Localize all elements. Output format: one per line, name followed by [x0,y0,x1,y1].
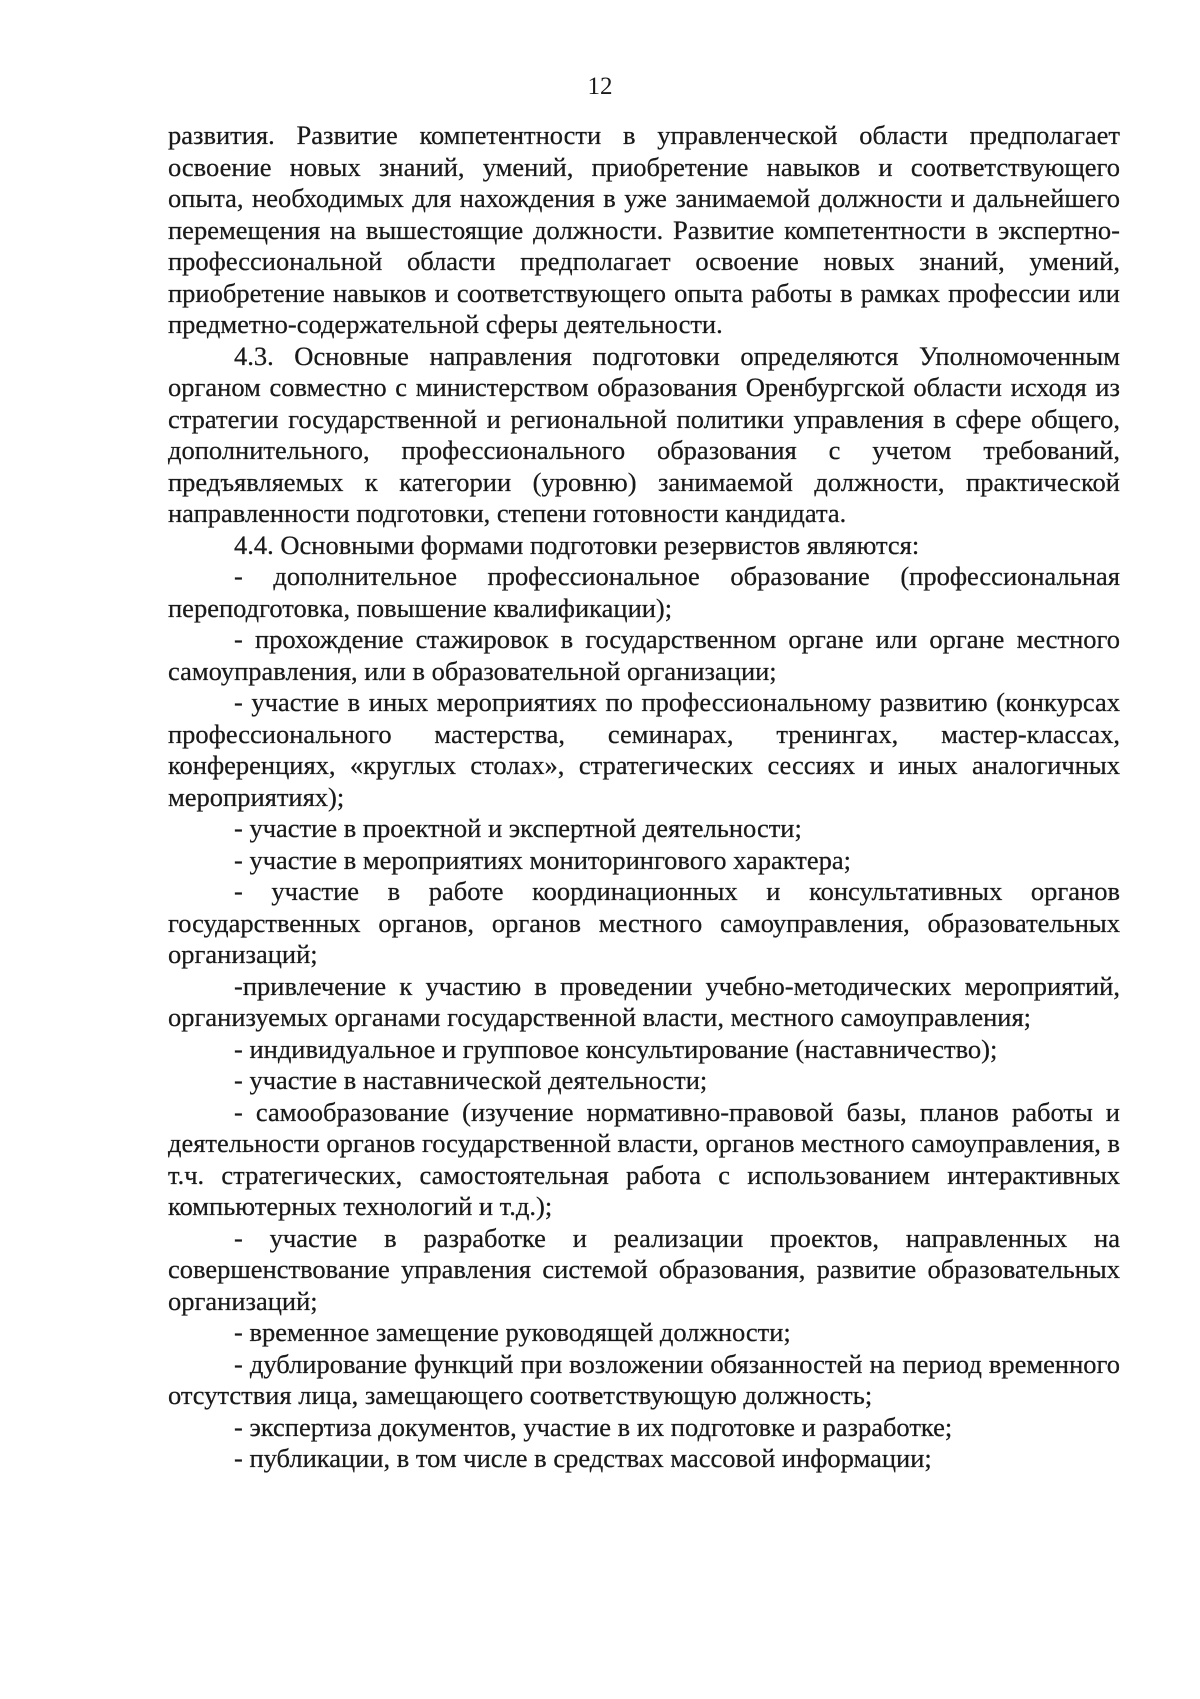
paragraph-4-4: 4.4. Основными формами подготовки резервистов являются: [234,529,920,560]
list-item: - временное замещение руководящей должности; [234,1317,791,1347]
list-item: - экспертиза документов, участие в их подготовке и разработке; [234,1411,953,1442]
list-item: - участие в работе координационных и консультативных органов государственных органов, органов местного самоуправления, образовательных организаций; [168,876,1120,969]
document-body [168,120,1120,1475]
list-item: - дополнительное профессиональное образование (профессиональная переподготовка, повышение квалификации); [168,561,1120,623]
list-item: - дублирование функций при возложении обязанностей на период временного отсутствия лица, замещающего соответствующую должность; [168,1348,1120,1410]
list-item: - участие в наставнической деятельности; [234,1065,708,1095]
list-item: -привлечение к участию в проведении учебно-методических мероприятий, организуемых органами государственной власти, местного самоуправления; [168,970,1120,1032]
list-item: - индивидуальное и групповое консультирование (наставничество); [234,1033,998,1064]
paragraph-4-3: 4.3. Основные направления подготовки определяются Уполномоченным органом совместно с министерством образования Оренбургской области исходя из стратегии государственной и региональной политики управления в сфере общего, дополнительного, профессионального образования с учетом требований, предъявляемых к категории (уровню) занимаемой должности, практической направленности подготовки, степени готовности кандидата. [168,340,1120,528]
list-item: - участие в мероприятиях мониторингового характера; [234,844,852,875]
paragraph-competence-development: развития. Развитие компетентности в управленческой области предполагает освоение новых знаний, умений, приобретение навыков и соответствующего опыта, необходимых для нахождения в уже занимаемой должности и дальнейшего перемещения на вышестоящие должности. Развитие компетентности в экспертно-профессиональной области предполагает освоение новых знаний, умений, приобретение навыков и соответствующего опыта работы в рамках профессии или предметно-содержательной сферы деятельности. [168,120,1120,339]
page-number: 12 [587,73,613,100]
list-item: - участие в иных мероприятиях по профессиональному развитию (конкурсах профессионального мастерства, семинарах, тренингах, мастер-классах, конференциях, «круглых столах», стратегических сессиях и иных аналогичных мероприятиях); [168,687,1120,812]
list-item: - прохождение стажировок в государственном органе или органе местного самоуправления, или в образовательной организации; [168,624,1120,686]
list-item: - самообразование (изучение нормативно-правовой базы, планов работы и деятельности органов государственной власти, органов местного самоуправления, в т.ч. стратегических, самостоятельная работа с использованием интерактивных компьютерных технологий и т.д.); [168,1096,1120,1221]
list-item: - участие в проектной и экспертной деятельности; [234,813,802,843]
list-item: - публикации, в том числе в средствах массовой информации; [234,1443,932,1473]
list-item: - участие в разработке и реализации проектов, направленных на совершенствование управления системой образования, развитие образовательных организаций; [168,1222,1120,1316]
